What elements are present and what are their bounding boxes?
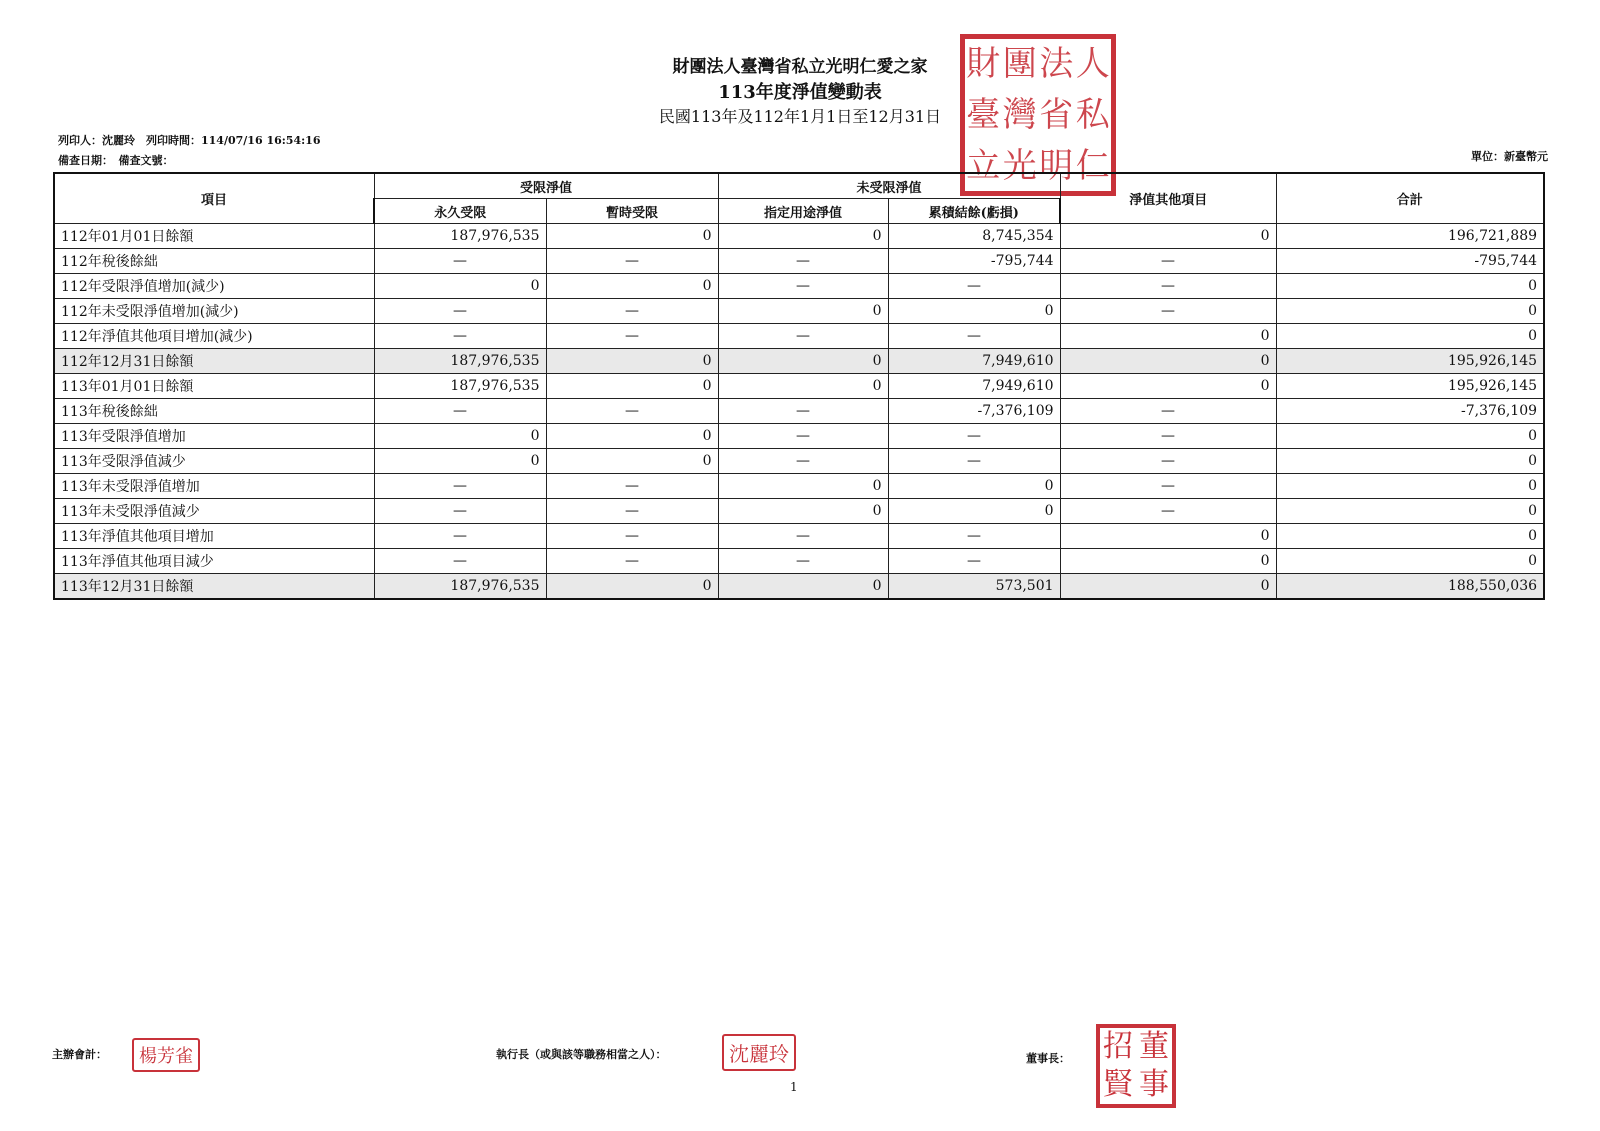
currency-unit: 單位：新臺幣元 [1471,150,1548,163]
value-cell: 0 [546,224,718,249]
ceo-stamp: 沈麗玲 [722,1034,796,1071]
value-cell: 7,949,610 [888,349,1060,374]
value-cell: — [718,324,888,349]
value-cell: — [718,274,888,299]
value-cell: — [718,449,888,474]
seal-char: 仁 [1075,145,1110,186]
value-cell: 195,926,145 [1276,374,1544,399]
row-item-label: 112年淨值其他項目增加(減少) [54,324,374,349]
header-item: 項目 [54,173,374,224]
value-cell: — [1060,474,1276,499]
table-row [54,549,1544,574]
table-row [54,474,1544,499]
stamp-char: 董 [1139,1029,1169,1064]
value-cell: — [1060,299,1276,324]
value-cell: 196,721,889 [1276,224,1544,249]
table-row [54,324,1544,349]
value-cell: 0 [546,274,718,299]
value-cell: 0 [718,299,888,324]
table-row [54,374,1544,399]
value-cell: 187,976,535 [374,574,546,600]
value-cell: — [546,324,718,349]
accountant-stamp: 楊芳雀 [132,1038,200,1072]
value-cell: — [888,524,1060,549]
net-value-change-table [53,172,1545,600]
seal-char: 灣 [1002,94,1037,135]
table-row [54,399,1544,424]
value-cell: 195,926,145 [1276,349,1544,374]
value-cell: 0 [374,424,546,449]
organization-name: 財團法人臺灣省私立光明仁愛之家 [672,57,928,77]
value-cell: — [374,549,546,574]
table-row [54,224,1544,249]
value-cell: 0 [718,349,888,374]
row-item-label: 113年未受限淨值增加 [54,474,374,499]
value-cell: — [546,249,718,274]
value-cell: — [718,424,888,449]
value-cell: — [718,399,888,424]
stamp-char: 賢 [1103,1067,1133,1102]
value-cell: 187,976,535 [374,374,546,399]
value-cell: -795,744 [1276,249,1544,274]
value-cell: — [374,249,546,274]
header-designated: 指定用途淨值 [718,199,888,224]
seal-char: 光 [1002,145,1037,186]
value-cell: 0 [1276,274,1544,299]
value-cell: -795,744 [888,249,1060,274]
row-item-label: 113年淨值其他項目增加 [54,524,374,549]
value-cell: — [888,274,1060,299]
row-item-label: 113年未受限淨值減少 [54,499,374,524]
value-cell: -7,376,109 [888,399,1060,424]
value-cell: — [546,524,718,549]
value-cell: 0 [1276,549,1544,574]
printer-info: 列印人：沈麗玲 列印時間：114/07/16 16:54:16 [58,134,321,147]
value-cell: 7,949,610 [888,374,1060,399]
row-item-label: 112年未受限淨值增加(減少) [54,299,374,324]
table-row [54,499,1544,524]
table-row [54,574,1544,600]
value-cell: 0 [1060,549,1276,574]
value-cell: — [1060,424,1276,449]
ceo-label: 執行長（或與該等職務相當之人）： [496,1048,667,1061]
value-cell: 0 [718,474,888,499]
value-cell: — [888,449,1060,474]
value-cell: — [374,299,546,324]
value-cell: 0 [546,349,718,374]
value-cell: — [374,499,546,524]
header-other: 淨值其他項目 [1060,173,1276,224]
seal-char: 省 [1039,94,1074,135]
chairman-label: 董事長： [1026,1052,1070,1065]
value-cell: — [374,399,546,424]
seal-char: 人 [1075,44,1110,85]
value-cell: — [546,474,718,499]
stamp-char: 事 [1139,1067,1169,1102]
value-cell: — [718,524,888,549]
value-cell: — [1060,274,1276,299]
value-cell: — [1060,449,1276,474]
filing-info: 備查日期： 備查文號： [58,154,174,167]
value-cell: 0 [374,274,546,299]
value-cell: — [374,524,546,549]
value-cell: 573,501 [888,574,1060,600]
value-cell: 0 [546,374,718,399]
page-number: 1 [790,1080,798,1094]
header-total: 合計 [1276,173,1544,224]
table-row [54,524,1544,549]
seal-char: 明 [1039,145,1074,186]
value-cell: 0 [1276,424,1544,449]
value-cell: 0 [888,474,1060,499]
table-row [54,424,1544,449]
value-cell: -7,376,109 [1276,399,1544,424]
report-title: 113年度淨值變動表 [718,82,882,103]
value-cell: 0 [888,499,1060,524]
header-unrestricted: 未受限淨值 [718,173,1060,199]
header-restricted: 受限淨值 [374,173,718,199]
header-temporary: 暫時受限 [546,199,718,224]
value-cell: 0 [546,424,718,449]
value-cell: — [1060,499,1276,524]
value-cell: — [718,549,888,574]
value-cell: — [546,549,718,574]
value-cell: 0 [1276,299,1544,324]
value-cell: 0 [1276,324,1544,349]
value-cell: — [888,549,1060,574]
value-cell: 0 [1060,349,1276,374]
value-cell: — [374,474,546,499]
table-row [54,299,1544,324]
value-cell: 187,976,535 [374,224,546,249]
seal-char: 私 [1075,94,1110,135]
value-cell: — [888,424,1060,449]
value-cell: — [888,324,1060,349]
header-permanent: 永久受限 [374,199,546,224]
stamp-char: 招 [1103,1029,1133,1064]
value-cell: 0 [888,299,1060,324]
table-row [54,349,1544,374]
row-item-label: 112年01月01日餘額 [54,224,374,249]
value-cell: 0 [1276,474,1544,499]
seal-char: 臺 [966,94,1001,135]
row-item-label: 113年稅後餘絀 [54,399,374,424]
value-cell: 0 [1276,499,1544,524]
row-item-label: 113年01月01日餘額 [54,374,374,399]
seal-char: 法 [1039,44,1074,85]
row-item-label: 113年淨值其他項目減少 [54,549,374,574]
value-cell: 0 [718,374,888,399]
value-cell: 0 [546,574,718,600]
table-row [54,449,1544,474]
row-item-label: 112年12月31日餘額 [54,349,374,374]
row-item-label: 112年受限淨值增加(減少) [54,274,374,299]
row-item-label: 113年受限淨值增加 [54,424,374,449]
report-period: 民國113年及112年1月1日至12月31日 [658,107,942,126]
seal-char: 立 [966,145,1001,186]
value-cell: — [546,299,718,324]
value-cell: 0 [1060,374,1276,399]
value-cell: 0 [374,449,546,474]
value-cell: 0 [1060,224,1276,249]
value-cell: — [546,399,718,424]
value-cell: — [1060,399,1276,424]
value-cell: — [546,499,718,524]
value-cell: 0 [1276,524,1544,549]
row-item-label: 113年12月31日餘額 [54,574,374,600]
chairman-stamp [1096,1024,1176,1108]
value-cell: 0 [718,224,888,249]
table-row [54,249,1544,274]
value-cell: 0 [546,449,718,474]
value-cell: — [718,249,888,274]
value-cell: 0 [718,574,888,600]
value-cell: 188,550,036 [1276,574,1544,600]
seal-char: 財 [966,44,1001,85]
table-row [54,274,1544,299]
accountant-label: 主辦會計： [52,1048,107,1061]
row-item-label: 113年受限淨值減少 [54,449,374,474]
header-accumulated: 累積結餘(虧損) [888,199,1060,224]
table-body [54,224,1544,600]
value-cell: 0 [1060,324,1276,349]
value-cell: — [374,324,546,349]
seal-char: 團 [1002,44,1037,85]
value-cell: 0 [718,499,888,524]
value-cell: 8,745,354 [888,224,1060,249]
value-cell: 0 [1276,449,1544,474]
value-cell: 0 [1060,574,1276,600]
value-cell: 0 [1060,524,1276,549]
value-cell: — [1060,249,1276,274]
row-item-label: 112年稅後餘絀 [54,249,374,274]
value-cell: 187,976,535 [374,349,546,374]
